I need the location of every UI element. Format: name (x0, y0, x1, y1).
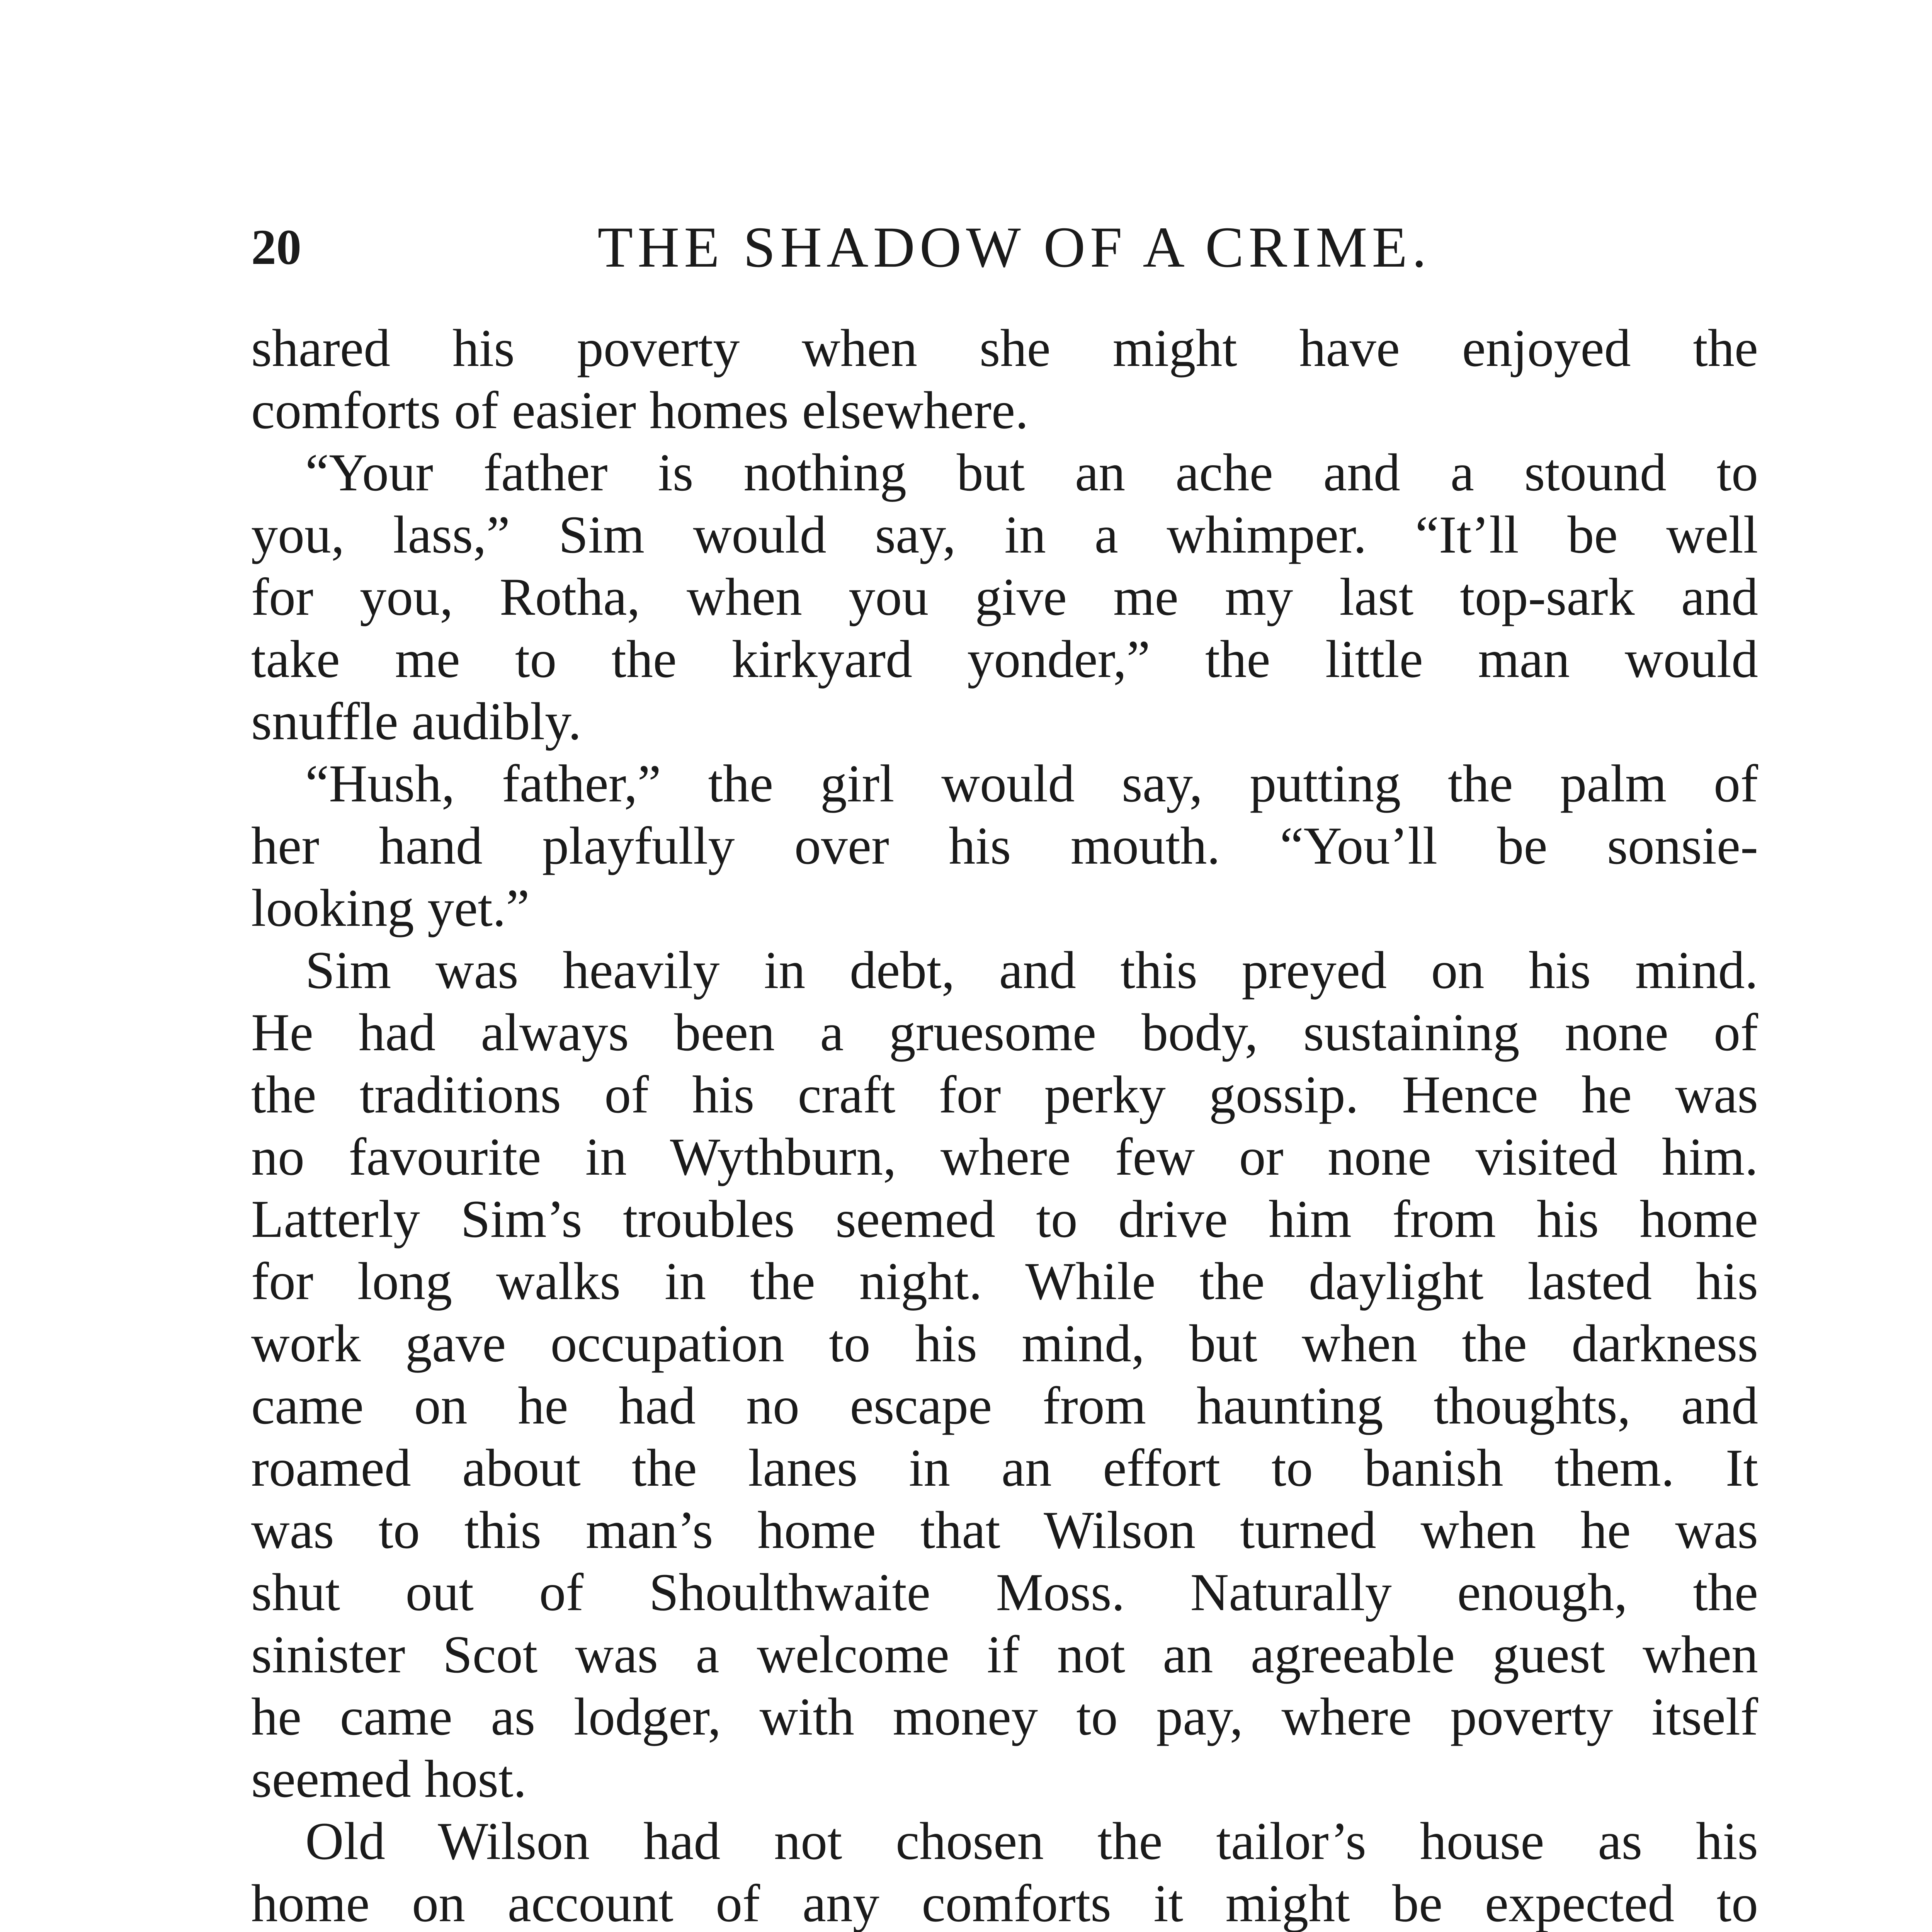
text-line: the traditions of his craft for perky gossip. Hence he was (251, 1065, 1758, 1124)
page-header (251, 209, 1777, 294)
text-line: He had always been a gruesome body, sustaining none of (251, 1003, 1758, 1062)
text-line: her hand playfully over his mouth. “You’ll be sonsie- (251, 816, 1758, 875)
text-line: he came as lodger, with money to pay, where poverty itself (251, 1687, 1758, 1746)
text-line: Latterly Sim’s troubles seemed to drive him from his home (251, 1189, 1758, 1248)
text-line: Old Wilson had not chosen the tailor’s house as his (305, 1811, 1758, 1871)
text-line: for long walks in the night. While the daylight lasted his (251, 1252, 1758, 1311)
text-line: take me to the kirkyard yonder,” the little man would (251, 629, 1758, 689)
text-line: seemed host. (251, 1749, 527, 1808)
text-line: you, lass,” Sim would say, in a whimper. “It’ll be well (251, 505, 1758, 564)
body-text (251, 317, 1758, 1932)
text-line: “Hush, father,” the girl would say, putting the palm of (305, 754, 1758, 813)
text-line: roamed about the lanes in an effort to banish them. It (251, 1438, 1758, 1497)
text-line: home on account of any comforts it might be expected to (251, 1874, 1758, 1932)
text-line: for you, Rotha, when you give me my last top-sark and (251, 567, 1758, 626)
text-line: shut out of Shoulthwaite Moss. Naturally enough, the (251, 1563, 1758, 1622)
text-line: came on he had no escape from haunting thoughts, and (251, 1376, 1758, 1435)
page-number: 20 (251, 219, 301, 275)
text-line: work gave occupation to his mind, but when the darkness (251, 1314, 1758, 1373)
text-line: was to this man’s home that Wilson turned when he was (251, 1500, 1758, 1560)
text-line: looking yet.” (251, 878, 530, 937)
text-line: shared his poverty when she might have enjoyed the (251, 318, 1758, 378)
text-line: comforts of easier homes elsewhere. (251, 381, 1029, 440)
text-line: snuffle audibly. (251, 692, 582, 751)
text-line: sinister Scot was a welcome if not an agreeable guest when (251, 1625, 1758, 1684)
text-line: no favourite in Wythburn, where few or none visited him. (251, 1127, 1758, 1186)
running-head: THE SHADOW OF A CRIME. (597, 215, 1431, 279)
text-line: Sim was heavily in debt, and this preyed on his mind. (305, 940, 1758, 1000)
text-line: “Your father is nothing but an ache and a stound to (305, 443, 1758, 502)
